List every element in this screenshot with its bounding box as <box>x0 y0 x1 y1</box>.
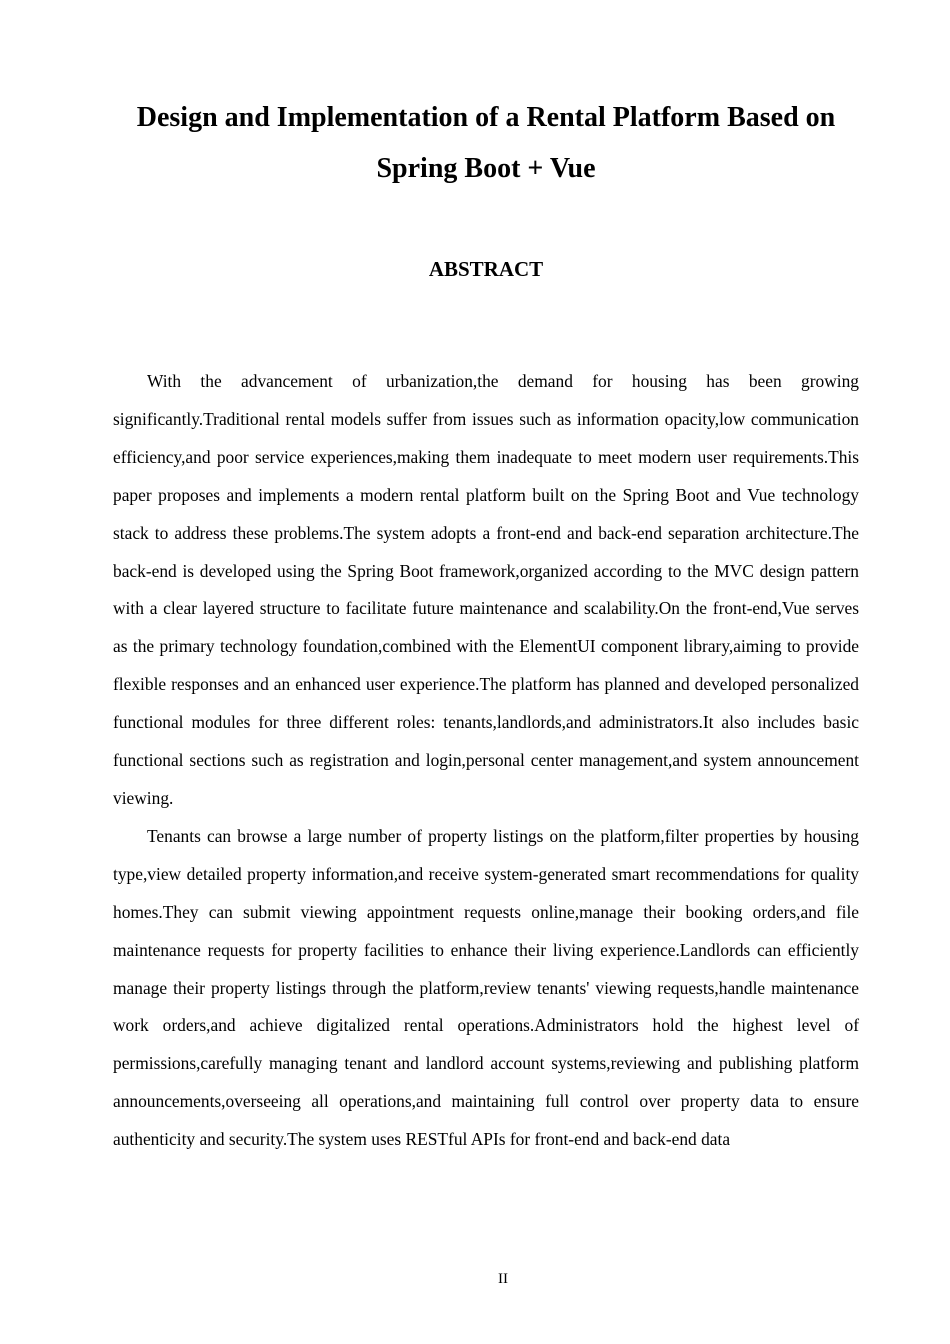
abstract-body <box>113 363 859 1159</box>
abstract-heading: ABSTRACT <box>428 257 544 281</box>
abstract-paragraph-2: Tenants can browse a large number of property listings on the platform,filter properties by housing type,view detailed property information,and receive system-generated smart recommendations for quality homes.They can submit viewing appointment requests online,manage their booking orders,and file maintenance requests for property facilities to enhance their living experience.Landlords can efficiently manage their property listings through the platform,review tenants' viewing requests,handle maintenance work orders,and achieve digitalized rental operations.Administrators hold the highest level of permissions,carefully managing tenant and landlord account systems,reviewing and publishing platform announcements,overseeing all operations,and maintaining full control over property data to ensure authenticity and security.The system uses RESTful APIs for front-end and back-end data <box>113 825 859 1150</box>
abstract-paragraph-1: With the advancement of urbanization,the demand for housing has been growing significantly.Traditional rental models suffer from issues such as information opacity,low communication efficiency,and poor service experiences,making them inadequate to meet modern user requirements.This paper proposes and implements a modern rental platform built on the Spring Boot and Vue technology stack to address these problems.The system adopts a front-end and back-end separation architecture.The back-end is developed using the Spring Boot framework,organized according to the MVC design pattern with a clear layered structure to facilitate future maintenance and scalability.On the front-end,Vue serves as the primary technology foundation,combined with the ElementUI component library,aiming to provide flexible responses and an enhanced user experience.The platform has planned and developed personalized functional modules for three different roles: tenants,landlords,and administrators.It also includes basic functional sections such as registration and login,personal center management,and system announcement viewing. <box>113 371 859 808</box>
page-number: II <box>498 1271 508 1287</box>
document-title: Design and Implementation of a Rental Platform Based on Spring Boot + Vue <box>136 102 836 184</box>
